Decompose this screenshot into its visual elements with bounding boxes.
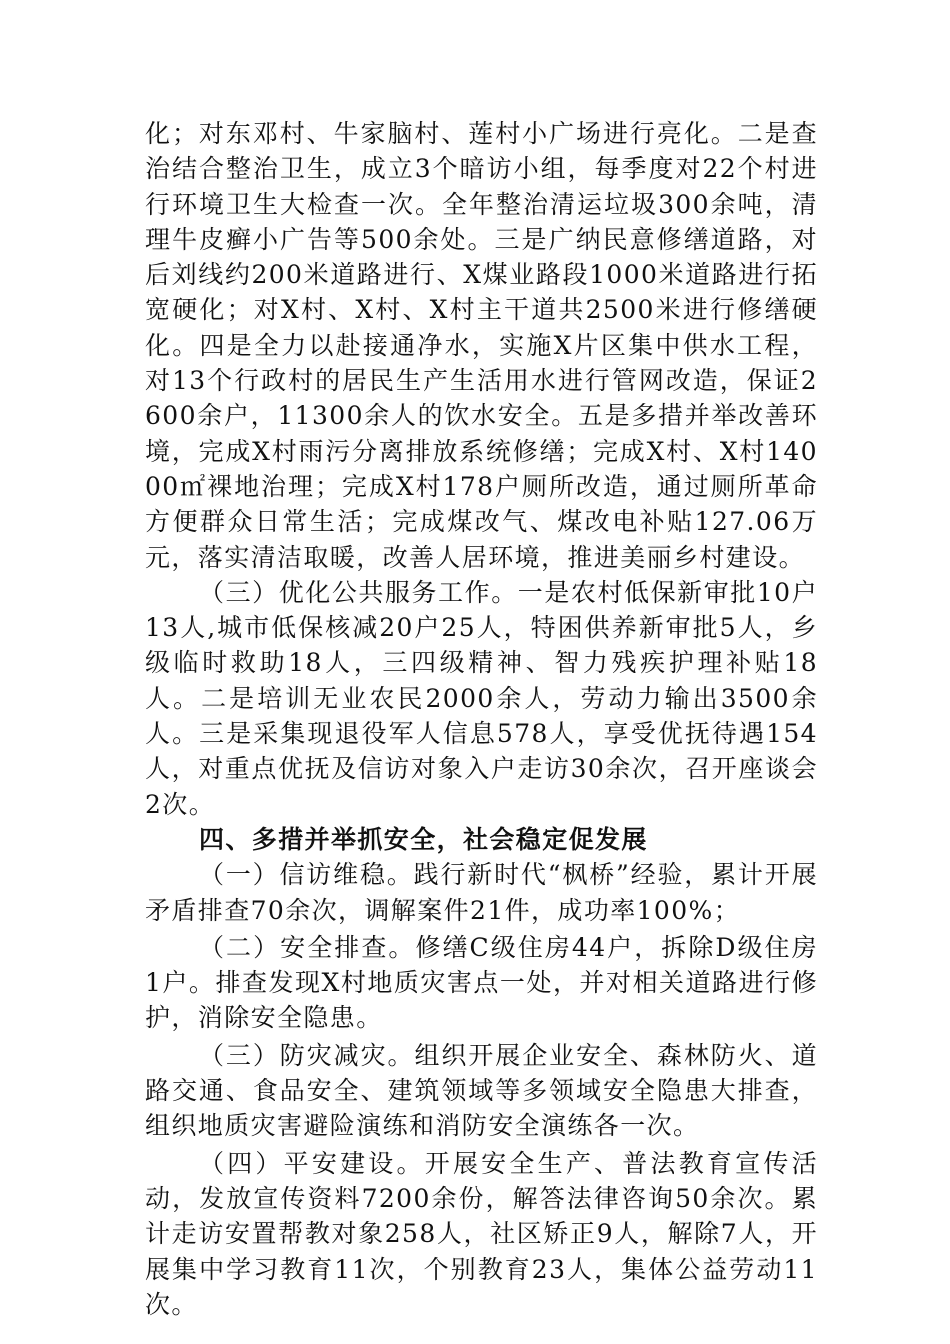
section-heading-safety: 四、多措并举抓安全，社会稳定促发展 bbox=[199, 824, 648, 854]
paragraph-safety-inspection: （二）安全排查。修缮C级住房44户，拆除D级住房1户。排查发现X村地质灾害点一处，并对相关道路进行修护，消除安全隐患。 bbox=[145, 932, 818, 1033]
paragraph-peace-building: （四）平安建设。开展安全生产、普法教育宣传活动，发放宣传资料7200余份，解答法律咨询50余次。累计走访安置帮教对象258人，社区矫正9人，解除7人，开展集中学习教育11次，个别教育23人，集体公益劳动11次。 bbox=[145, 1148, 818, 1319]
paragraph-petition-stability: （一）信访维稳。践行新时代“枫桥”经验，累计开展矛盾排查70余次，调解案件21件，成功率100%； bbox=[145, 860, 818, 925]
paragraph-public-services: （三）优化公共服务工作。一是农村低保新审批10户13人,城市低保核减20户25人，特困供养新审批5人，乡级临时救助18人，三四级精神、智力残疾护理补贴18人。二是培训无业农民2000余人，劳动力输出3500余人。三是采集现退役军人信息578人，享受优抚待遇154人，对重点优抚及信访对象入户走访30余次，召开座谈会2次。 bbox=[145, 577, 818, 819]
paragraph-disaster-prevention: （三）防灾减灾。组织开展企业安全、森林防火、道路交通、食品安全、建筑领域等多领域安全隐患大排查，组织地质灾害避险演练和消防安全演练各一次。 bbox=[145, 1040, 818, 1141]
paragraph-environment-continued: 化；对东邓村、牛家脑村、莲村小广场进行亮化。二是查治结合整治卫生，成立3个暗访小组，每季度对22个村进行环境卫生大检查一次。全年整治清运垃圾300余吨，清理牛皮癣小广告等500余处。三是广纳民意修缮道路，对后刘线约200米道路进行、X煤业路段1000米道路进行拓宽硬化；对X村、X村、X村主干道共2500米进行修缮硬化。四是全力以赴接通净水，实施X片区集中供水工程，对13个行政村的居民生产生活用水进行管网改造，保证2600余户，11300余人的饮水安全。五是多措并举改善环境，完成X村雨污分离排放系统修缮；完成X村、X村14000㎡裸地治理；完成X村178户厕所改造，通过厕所革命方便群众日常生活；完成煤改气、煤改电补贴127.06万元，落实清洁取暖，改善人居环境，推进美丽乡村建设。 bbox=[145, 119, 818, 572]
